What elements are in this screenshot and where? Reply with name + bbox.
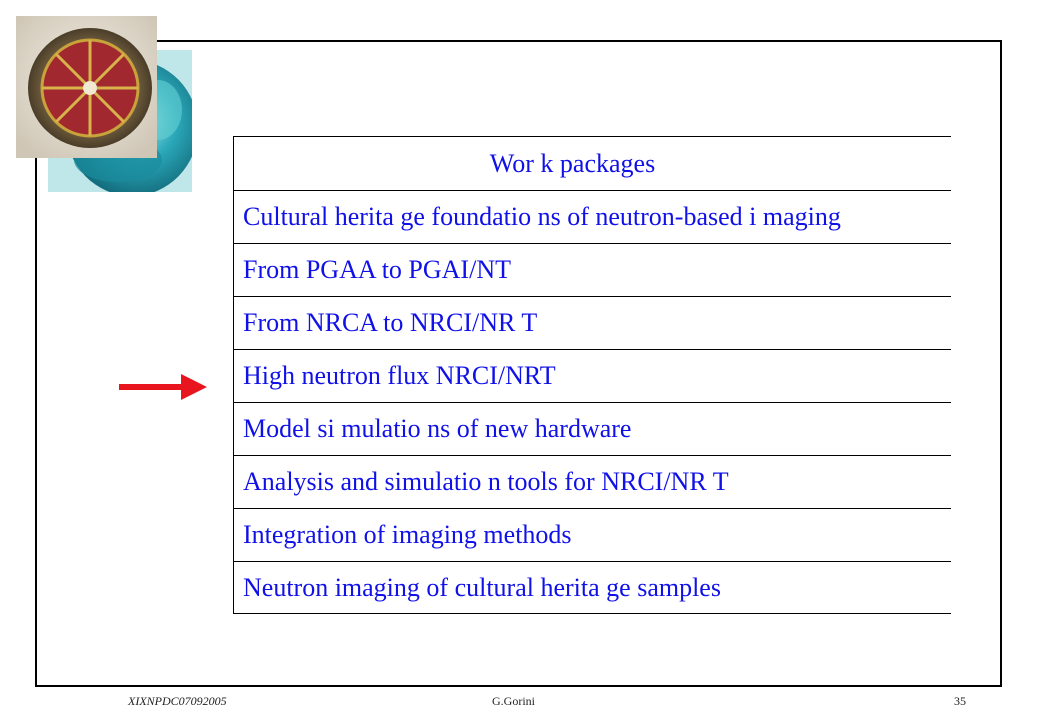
table-header: Wor k packages [233,136,951,190]
work-packages-table [233,136,951,614]
table-row: Model si mulatio ns of new hardware [233,402,951,455]
table-row: From NRCA to NRCI/NR T [233,296,951,349]
table-row: Neutron imaging of cultural herita ge samples [233,561,951,614]
table-row: From PGAA to PGAI/NT [233,243,951,296]
brooch-photo [16,16,157,158]
footer-page-number: 35 [954,694,966,708]
table-row: Cultural herita ge foundatio ns of neutron-based i maging [233,190,951,243]
footer-conference-code: XIXNPDC07092005 [128,694,227,708]
table-row: Integration of imaging methods [233,508,951,561]
table-row: Analysis and simulatio n tools for NRCI/NR T [233,455,951,508]
footer-author: G.Gorini [492,694,535,708]
table-row-highlighted: High neutron flux NRCI/NRT [233,349,951,402]
arrow-right-icon [119,372,207,402]
